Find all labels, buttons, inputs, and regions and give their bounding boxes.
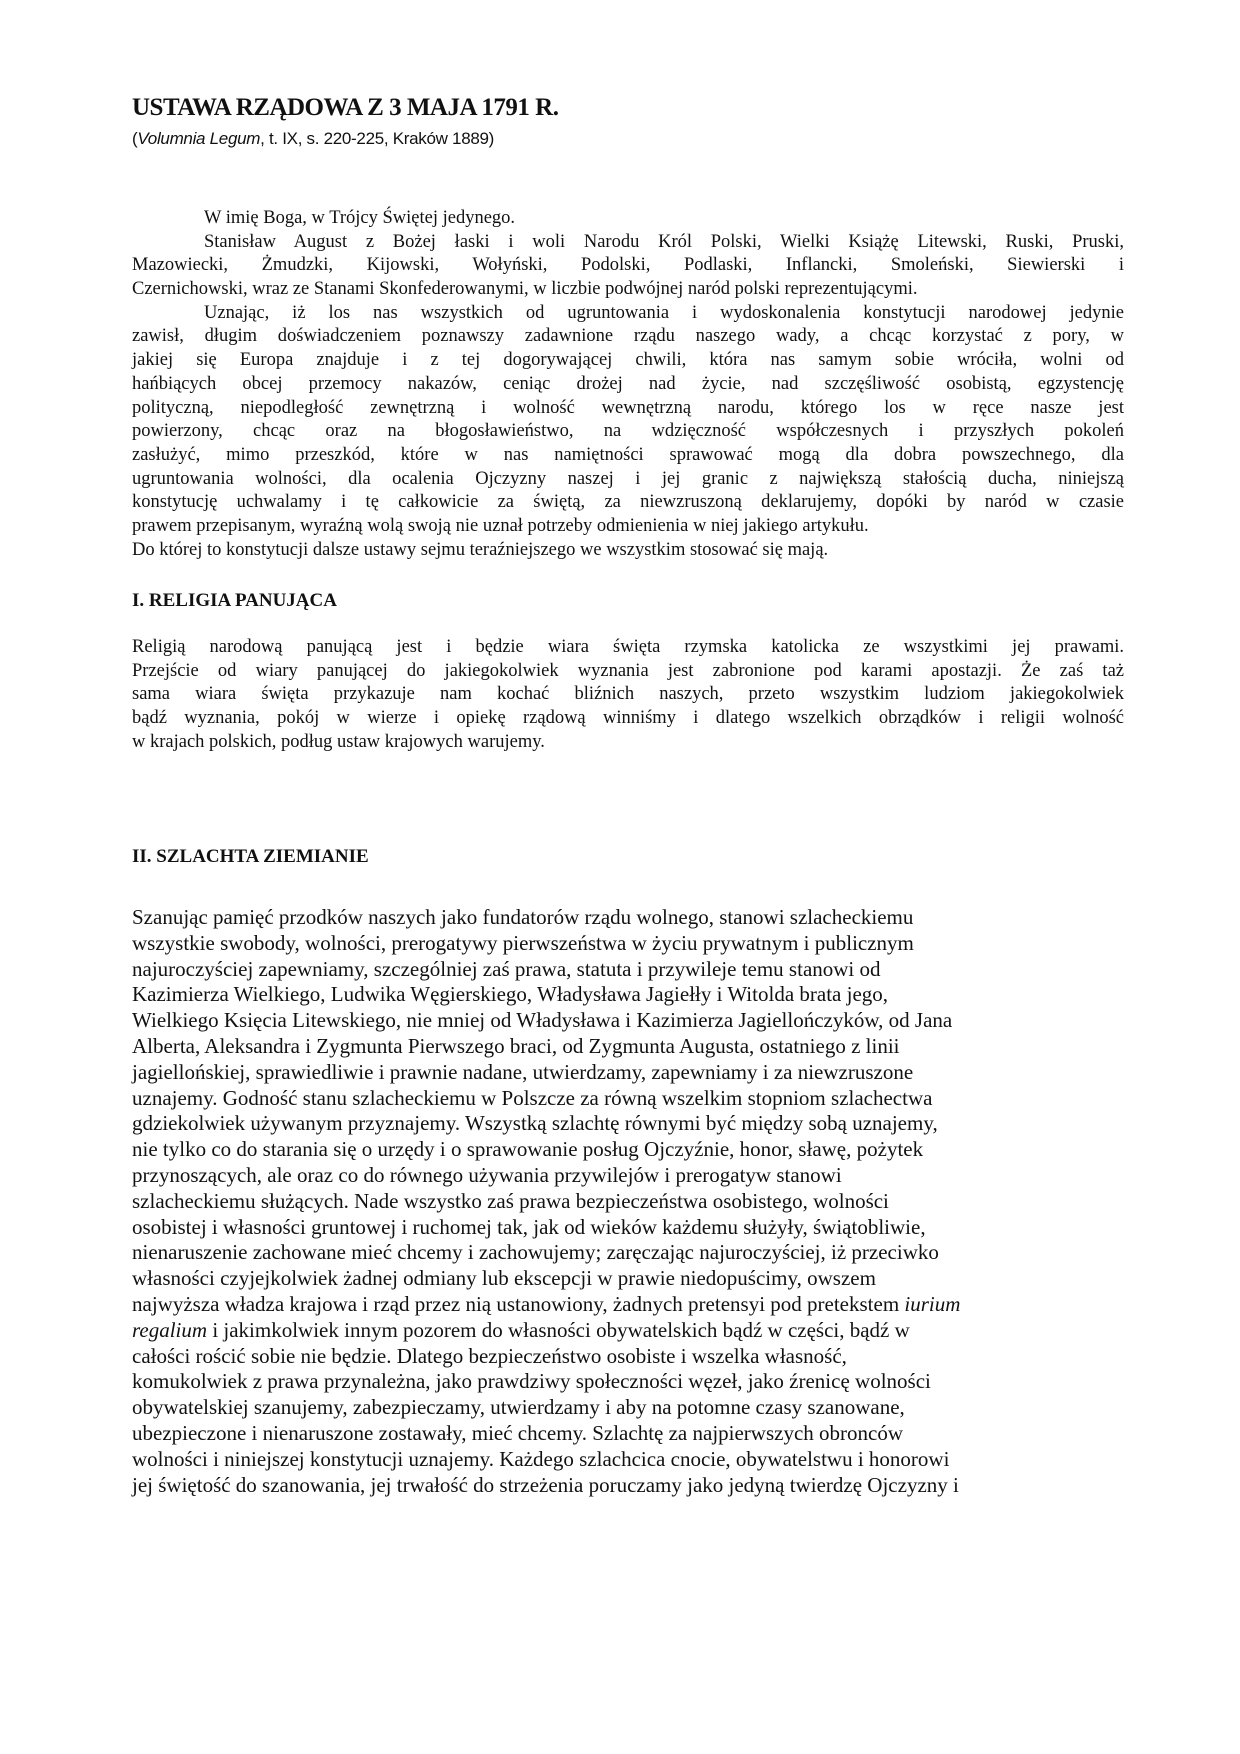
text-line bbox=[132, 420, 1124, 444]
text-line bbox=[132, 1137, 1124, 1163]
section-body-szlachta bbox=[132, 905, 1124, 1498]
italic-term: regalium bbox=[132, 1317, 208, 1342]
text-line bbox=[132, 1473, 1124, 1499]
section-heading-szlachta: II. SZLACHTA ZIEMIANIE bbox=[132, 846, 369, 867]
text-line bbox=[132, 1189, 1124, 1215]
line-text: ubezpieczone i nienaruszone zostawały, mieć chcemy. Szlachtę za najpierwszych obronców bbox=[132, 1420, 904, 1445]
text-line bbox=[132, 982, 1124, 1008]
line-text: całości rościć sobie nie będzie. Dlatego bezpieczeństwo osobiste i wszelka własność, bbox=[132, 1343, 847, 1368]
text-line bbox=[132, 515, 1124, 539]
line-text: Przejście od wiary panującej do jakiegokolwiek wyznania jest zabronione pod karami apostazji. Że zaś taż bbox=[132, 660, 1124, 681]
citation-source-title: Volumnia Legum bbox=[137, 129, 261, 148]
line-text: nienaruszenie zachowane mieć chcemy i zachowujemy; zaręczając najuroczyściej, iż przeciwko bbox=[132, 1240, 939, 1265]
text-line bbox=[132, 1034, 1124, 1060]
text-line bbox=[132, 636, 1124, 660]
text-line bbox=[132, 254, 1124, 278]
line-text: polityczną, niepodległość zewnętrzną i wolność wewnętrzną narodu, którego los w ręce nasze jest bbox=[132, 397, 1124, 418]
line-text: w krajach polskich, podług ustaw krajowych warujemy. bbox=[132, 731, 545, 752]
line-text: hańbiących obcej przemocy nakazów, ceniąc drożej nad życie, nad szczęśliwość osobistą, egzystencję bbox=[132, 373, 1124, 394]
line-text: Do której to konstytucji dalsze ustawy sejmu teraźniejszego we wszystkim stosować się mają. bbox=[132, 539, 829, 560]
text-line bbox=[132, 397, 1124, 421]
text-line bbox=[132, 207, 1124, 231]
text-line bbox=[132, 660, 1124, 684]
text-line bbox=[132, 349, 1124, 373]
line-text: bądź wyznania, pokój w wierze i opiekę rządową winniśmy i dlatego wszelkich obrządków i religii wolność bbox=[132, 708, 1124, 729]
section-heading-religia: I. RELIGIA PANUJĄCA bbox=[132, 590, 337, 611]
line-text: Kazimierza Wielkiego, Ludwika Węgierskiego, Władysława Jagiełły i Witolda brata jego, bbox=[132, 982, 889, 1007]
line-text: osobistej i własności gruntowej i ruchomej tak, jak od wieków każdemu służyły, świątobliwie, bbox=[132, 1214, 926, 1239]
line-text: Wielkiego Księcia Litewskiego, nie mniej od Władysława i Kazimierza Jagiellończyków, od Jana bbox=[132, 1008, 953, 1033]
text-line bbox=[132, 1421, 1124, 1447]
source-citation bbox=[132, 129, 1124, 149]
line-text: najwyższa władza krajowa i rząd przez nią ustanowiony, żadnych pretensyi pod pretekstem bbox=[132, 1291, 905, 1316]
text-line bbox=[132, 1266, 1124, 1292]
citation-details: , t. IX, s. 220-225, Kraków 1889) bbox=[260, 129, 495, 148]
line-text: szlacheckiemu służących. Nade wszystko zaś prawa bezpieczeństwa osobistego, wolności bbox=[132, 1188, 889, 1213]
text-line bbox=[132, 373, 1124, 397]
text-line bbox=[132, 1111, 1124, 1137]
line-text: wolności i niniejszej konstytucji uznajemy. Każdego szlachcica cnocie, obywatelstwu i honorowi bbox=[132, 1446, 950, 1471]
line-text: i jakimkolwiek innym pozorem do własności obywatelskich bądź w części, bądź w bbox=[207, 1317, 910, 1342]
line-text: Uznając, iż los nas wszystkich od ugruntowania i wydoskonalenia konstytucji narodowej jedynie bbox=[204, 302, 1124, 323]
line-text: jakiej się Europa znajduje i z tej dogorywającej chwili, która nas samym sobie wróciła, wolni od bbox=[132, 350, 1124, 371]
text-line bbox=[132, 539, 1124, 563]
citation-open: ( bbox=[132, 129, 138, 148]
text-line bbox=[132, 931, 1124, 957]
line-text: nie tylko co do starania się o urzędy i o sprawowanie posług Ojczyźnie, honor, sławę, pożytek bbox=[132, 1137, 924, 1162]
line-text: własności czyjejkolwiek żadnej odmiany lub ekscepcji w prawie niedopuścimy, owszem bbox=[132, 1266, 876, 1291]
text-line bbox=[132, 231, 1124, 255]
line-text: gdziekolwiek używanym przyznajemy. Wszystką szlachtę równymi być między sobą uznajemy, bbox=[132, 1111, 938, 1136]
text-line bbox=[132, 1008, 1124, 1034]
text-line bbox=[132, 1369, 1124, 1395]
text-line bbox=[132, 1163, 1124, 1189]
line-text: wszystkie swobody, wolności, prerogatywy pierwszeństwa w życiu prywatnym i publicznym bbox=[132, 930, 914, 955]
line-text: ugruntowania wolności, dla ocalenia Ojczyzny naszej i jej granic z największą stałością ducha, niniejszą bbox=[132, 468, 1124, 489]
line-text: sama wiara święta przykazuje nam kochać bliźnich naszych, przeto wszystkim ludziom jakiegokolwiek bbox=[132, 684, 1124, 705]
text-line bbox=[132, 444, 1124, 468]
line-text: Alberta, Aleksandra i Zygmunta Pierwszego braci, od Zygmunta Augusta, ostatniego z linii bbox=[132, 1033, 900, 1058]
text-line bbox=[132, 707, 1124, 731]
text-line bbox=[132, 1292, 1124, 1318]
text-line bbox=[132, 325, 1124, 349]
text-line bbox=[132, 1086, 1124, 1112]
text-line bbox=[132, 1447, 1124, 1473]
line-text: najuroczyściej zapewniamy, szczególniej zaś prawa, statuta i przywileje temu stanowi od bbox=[132, 956, 881, 981]
text-line bbox=[132, 731, 1124, 755]
text-line bbox=[132, 1395, 1124, 1421]
document-title: USTAWA RZĄDOWA Z 3 MAJA 1791 R. bbox=[132, 94, 559, 121]
text-line bbox=[132, 1215, 1124, 1241]
text-line bbox=[132, 468, 1124, 492]
line-text: Mazowiecki, Żmudzki, Kijowski, Wołyński, Podolski, Podlaski, Inflancki, Smoleński, Siewierski i bbox=[132, 255, 1124, 276]
text-line bbox=[132, 1318, 1124, 1344]
line-text: obywatelskiej szanujemy, zabezpieczamy, utwierdzamy i aby na potomne czasy szanowane, bbox=[132, 1395, 905, 1420]
line-text: zasłużyć, mimo przeszkód, które w nas namiętności sprawować mogą dla dobra powszechnego, dla bbox=[132, 444, 1124, 465]
text-line bbox=[132, 1060, 1124, 1086]
line-text: W imię Boga, w Trójcy Świętej jedynego. bbox=[204, 208, 516, 228]
line-text: uznajemy. Godność stanu szlacheckiemu w Polszcze za równą wszelkim stopniom szlachectwa bbox=[132, 1085, 933, 1110]
line-text: jagiellońskiej, sprawiedliwie i prawnie nadane, utwierdzamy, zapewniamy i za niewzruszone bbox=[132, 1059, 914, 1084]
line-text: Czernichowski, wraz ze Stanami Skonfederowanymi, w liczbie podwójnej naród polski reprezentującymi. bbox=[132, 279, 918, 300]
text-line bbox=[132, 491, 1124, 515]
text-line bbox=[132, 302, 1124, 326]
text-line bbox=[132, 1240, 1124, 1266]
line-text: prawem przepisanym, wyraźną wolą swoją nie uznał potrzeby odmienienia w niej jakiego artykułu. bbox=[132, 515, 869, 536]
line-text: Stanisław August z Bożej łaski i woli Narodu Król Polski, Wielki Książę Litewski, Ruski, Pruski, bbox=[204, 231, 1124, 252]
line-text: Szanując pamięć przodków naszych jako fundatorów rządu wolnego, stanowi szlacheckiemu bbox=[132, 905, 914, 929]
text-line bbox=[132, 905, 1124, 931]
text-line bbox=[132, 1344, 1124, 1370]
line-text: komukolwiek z prawa przynależna, jako prawdziwy społeczności węzeł, jako źrenicę wolności bbox=[132, 1369, 931, 1394]
italic-term: iurium bbox=[904, 1291, 961, 1316]
text-line bbox=[132, 957, 1124, 983]
line-text: przynoszących, ale oraz co do równego używania przywilejów i prerogatyw stanowi bbox=[132, 1162, 842, 1187]
preamble bbox=[132, 207, 1124, 562]
line-text: powierzony, chcąc oraz na błogosławieństwo, na wdzięczność współczesnych i przyszłych pokoleń bbox=[132, 421, 1124, 442]
text-line bbox=[132, 683, 1124, 707]
line-text: jej świętość do szanowania, jej trwałość do strzeżenia poruczamy jako jedyną twierdzę Ojczyzny i bbox=[132, 1472, 959, 1497]
line-text: zawisł, długim doświadczeniem poznawszy zadawnione rządu naszego wady, a chcąc korzystać z pory, w bbox=[132, 326, 1124, 347]
text-line bbox=[132, 278, 1124, 302]
line-text: Religią narodową panującą jest i będzie wiara święta rzymska katolicka ze wszystkimi jej prawami. bbox=[132, 637, 1124, 657]
line-text: konstytucję uchwalamy i tę całkowicie za świętą, za niewzruszoną deklarujemy, dopóki by naród w czasie bbox=[132, 492, 1124, 513]
section-body-religia bbox=[132, 636, 1124, 754]
